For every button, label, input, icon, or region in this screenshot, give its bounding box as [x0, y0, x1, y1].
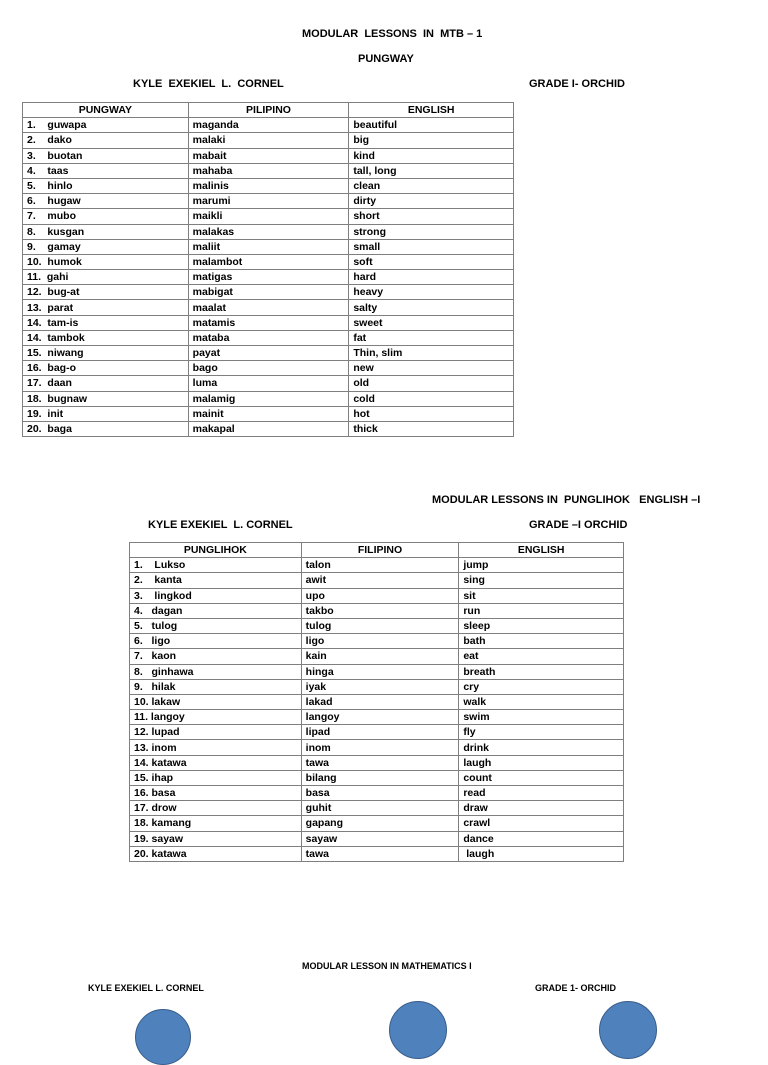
table-cell: 19. init	[23, 406, 189, 421]
table-cell: hinga	[301, 664, 459, 679]
lesson2-student-name: KYLE EXEKIEL L. CORNEL	[148, 519, 293, 531]
table-cell: ligo	[301, 634, 459, 649]
table-row	[23, 254, 514, 269]
table-cell: makapal	[188, 421, 349, 436]
table-cell: old	[349, 376, 514, 391]
table-cell: soft	[349, 254, 514, 269]
table-row	[23, 315, 514, 330]
table-row	[130, 558, 624, 573]
lesson3-student-name: KYLE EXEKIEL L. CORNEL	[88, 983, 204, 993]
table-cell: malamig	[188, 391, 349, 406]
table-row	[130, 725, 624, 740]
table-row	[130, 694, 624, 709]
table-cell: 13. inom	[130, 740, 302, 755]
blue-circle-shape	[389, 1001, 447, 1059]
table-cell: breath	[459, 664, 624, 679]
table-cell: maikli	[188, 209, 349, 224]
table-row	[23, 406, 514, 421]
table-cell: maganda	[188, 118, 349, 133]
table-cell: new	[349, 361, 514, 376]
table-cell: small	[349, 239, 514, 254]
table-cell: hard	[349, 270, 514, 285]
table-row	[23, 361, 514, 376]
table-cell: 7. kaon	[130, 649, 302, 664]
table-cell: heavy	[349, 285, 514, 300]
table-cell: strong	[349, 224, 514, 239]
table-cell: mahaba	[188, 163, 349, 178]
table-cell: lipad	[301, 725, 459, 740]
blue-circle-shape	[599, 1001, 657, 1059]
table-cell: tawa	[301, 755, 459, 770]
table-cell: 6. hugaw	[23, 194, 189, 209]
table-cell: mainit	[188, 406, 349, 421]
table-cell: 17. daan	[23, 376, 189, 391]
table-cell: 2. dako	[23, 133, 189, 148]
table-row	[23, 148, 514, 163]
table-row	[23, 118, 514, 133]
table-cell: crawl	[459, 816, 624, 831]
table-cell: sweet	[349, 315, 514, 330]
column-header: FILIPINO	[301, 543, 459, 558]
table-row	[23, 209, 514, 224]
table-cell: 2. kanta	[130, 573, 302, 588]
table-row	[23, 330, 514, 345]
table-row	[130, 649, 624, 664]
table-cell: maliit	[188, 239, 349, 254]
table-cell: marumi	[188, 194, 349, 209]
table-cell: 16. basa	[130, 786, 302, 801]
table-cell: 14. tam-is	[23, 315, 189, 330]
table-cell: matigas	[188, 270, 349, 285]
lesson3-grade: GRADE 1- ORCHID	[535, 983, 617, 993]
table-cell: upo	[301, 588, 459, 603]
table-row	[130, 664, 624, 679]
table-cell: mataba	[188, 330, 349, 345]
table-cell: lakad	[301, 694, 459, 709]
table-cell: thick	[349, 421, 514, 436]
table-cell: 8. ginhawa	[130, 664, 302, 679]
table-cell: 14. katawa	[130, 755, 302, 770]
table-cell: beautiful	[349, 118, 514, 133]
table-cell: big	[349, 133, 514, 148]
table-cell: talon	[301, 558, 459, 573]
table-cell: 5. hinlo	[23, 178, 189, 193]
lesson2-grade: GRADE –I ORCHID	[529, 519, 628, 531]
table-cell: tawa	[301, 846, 459, 861]
table-cell: 15. ihap	[130, 770, 302, 785]
vocabulary-table-2	[129, 542, 624, 862]
table-cell: 1. Lukso	[130, 558, 302, 573]
table-row	[23, 376, 514, 391]
column-header: PUNGWAY	[23, 103, 189, 118]
table-cell: 20. baga	[23, 421, 189, 436]
table-cell: matamis	[188, 315, 349, 330]
table-cell: 18. bugnaw	[23, 391, 189, 406]
table-cell: Thin, slim	[349, 346, 514, 361]
column-header: ENGLISH	[459, 543, 624, 558]
table-row	[130, 588, 624, 603]
table-cell: laugh	[459, 755, 624, 770]
table-cell: drink	[459, 740, 624, 755]
table-cell: takbo	[301, 603, 459, 618]
table-row	[130, 618, 624, 633]
lesson2-title: MODULAR LESSONS IN PUNGLIHOK ENGLISH –I	[432, 494, 701, 506]
table-row	[130, 740, 624, 755]
table-cell: clean	[349, 178, 514, 193]
table-cell: fly	[459, 725, 624, 740]
table-cell: cold	[349, 391, 514, 406]
table-cell: sing	[459, 573, 624, 588]
table-cell: malinis	[188, 178, 349, 193]
table-cell: malaki	[188, 133, 349, 148]
table-cell: read	[459, 786, 624, 801]
table-cell: inom	[301, 740, 459, 755]
table-row	[23, 421, 514, 436]
table-row	[23, 133, 514, 148]
table-row	[130, 846, 624, 861]
table-cell: kind	[349, 148, 514, 163]
table-row	[23, 285, 514, 300]
table-cell: bath	[459, 634, 624, 649]
table-cell: 15. niwang	[23, 346, 189, 361]
table-cell: kain	[301, 649, 459, 664]
table-cell: 18. kamang	[130, 816, 302, 831]
table-cell: draw	[459, 801, 624, 816]
table-row	[130, 770, 624, 785]
table-cell: short	[349, 209, 514, 224]
table-cell: laugh	[459, 846, 624, 861]
table-cell: maalat	[188, 300, 349, 315]
table-cell: dance	[459, 831, 624, 846]
table-row	[130, 755, 624, 770]
lesson1-subtitle: PUNGWAY	[358, 53, 414, 65]
table-cell: 11. gahi	[23, 270, 189, 285]
table-cell: 3. lingkod	[130, 588, 302, 603]
table-cell: 17. drow	[130, 801, 302, 816]
table-cell: 12. bug-at	[23, 285, 189, 300]
table-cell: awit	[301, 573, 459, 588]
table-row	[23, 391, 514, 406]
table-cell: 4. taas	[23, 163, 189, 178]
table-cell: tall, long	[349, 163, 514, 178]
column-header: PUNGLIHOK	[130, 543, 302, 558]
table-cell: 8. kusgan	[23, 224, 189, 239]
table-cell: hot	[349, 406, 514, 421]
table-cell: payat	[188, 346, 349, 361]
table-cell: 5. tulog	[130, 618, 302, 633]
table-cell: malakas	[188, 224, 349, 239]
table-row	[130, 634, 624, 649]
table-cell: 1. guwapa	[23, 118, 189, 133]
table-row	[23, 270, 514, 285]
table-row	[130, 816, 624, 831]
table-row	[23, 178, 514, 193]
table-row	[130, 603, 624, 618]
table-cell: malambot	[188, 254, 349, 269]
table-cell: bago	[188, 361, 349, 376]
table-cell: cry	[459, 679, 624, 694]
table-cell: mabait	[188, 148, 349, 163]
table-cell: jump	[459, 558, 624, 573]
table-row	[130, 679, 624, 694]
table-cell: salty	[349, 300, 514, 315]
table-row	[23, 224, 514, 239]
table-cell: 19. sayaw	[130, 831, 302, 846]
lesson3-title: MODULAR LESSON IN MATHEMATICS I	[302, 961, 472, 971]
table-cell: guhit	[301, 801, 459, 816]
table-cell: 9. gamay	[23, 239, 189, 254]
table-row	[130, 786, 624, 801]
table-row	[23, 163, 514, 178]
table-cell: fat	[349, 330, 514, 345]
table-cell: tulog	[301, 618, 459, 633]
table-cell: 4. dagan	[130, 603, 302, 618]
table-cell: basa	[301, 786, 459, 801]
lesson1-title: MODULAR LESSONS IN MTB – 1	[302, 28, 483, 40]
table-row	[130, 801, 624, 816]
table-cell: 14. tambok	[23, 330, 189, 345]
table-cell: 9. hilak	[130, 679, 302, 694]
table-cell: swim	[459, 710, 624, 725]
table-cell: 11. langoy	[130, 710, 302, 725]
table-cell: 6. ligo	[130, 634, 302, 649]
table-cell: 20. katawa	[130, 846, 302, 861]
table-cell: 10. humok	[23, 254, 189, 269]
table-cell: eat	[459, 649, 624, 664]
table-cell: sit	[459, 588, 624, 603]
table-row	[130, 831, 624, 846]
table-row	[130, 710, 624, 725]
table-cell: 13. parat	[23, 300, 189, 315]
lesson1-grade: GRADE I- ORCHID	[529, 78, 625, 90]
lesson1-student-name: KYLE EXEKIEL L. CORNEL	[133, 78, 284, 90]
table-cell: 10. lakaw	[130, 694, 302, 709]
table-row	[23, 300, 514, 315]
table-cell: gapang	[301, 816, 459, 831]
table-row	[130, 573, 624, 588]
table-row	[23, 194, 514, 209]
table-cell: luma	[188, 376, 349, 391]
column-header: PILIPINO	[188, 103, 349, 118]
table-cell: dirty	[349, 194, 514, 209]
column-header: ENGLISH	[349, 103, 514, 118]
table-row	[23, 346, 514, 361]
table-cell: iyak	[301, 679, 459, 694]
table-cell: count	[459, 770, 624, 785]
table-cell: mabigat	[188, 285, 349, 300]
vocabulary-table-1	[22, 102, 514, 437]
table-cell: 12. lupad	[130, 725, 302, 740]
table-row	[23, 239, 514, 254]
table-cell: langoy	[301, 710, 459, 725]
table-cell: walk	[459, 694, 624, 709]
table-cell: sayaw	[301, 831, 459, 846]
table-cell: bilang	[301, 770, 459, 785]
table-cell: sleep	[459, 618, 624, 633]
table-cell: run	[459, 603, 624, 618]
table-cell: 3. buotan	[23, 148, 189, 163]
table-cell: 7. mubo	[23, 209, 189, 224]
table-cell: 16. bag-o	[23, 361, 189, 376]
blue-circle-shape	[135, 1009, 191, 1065]
